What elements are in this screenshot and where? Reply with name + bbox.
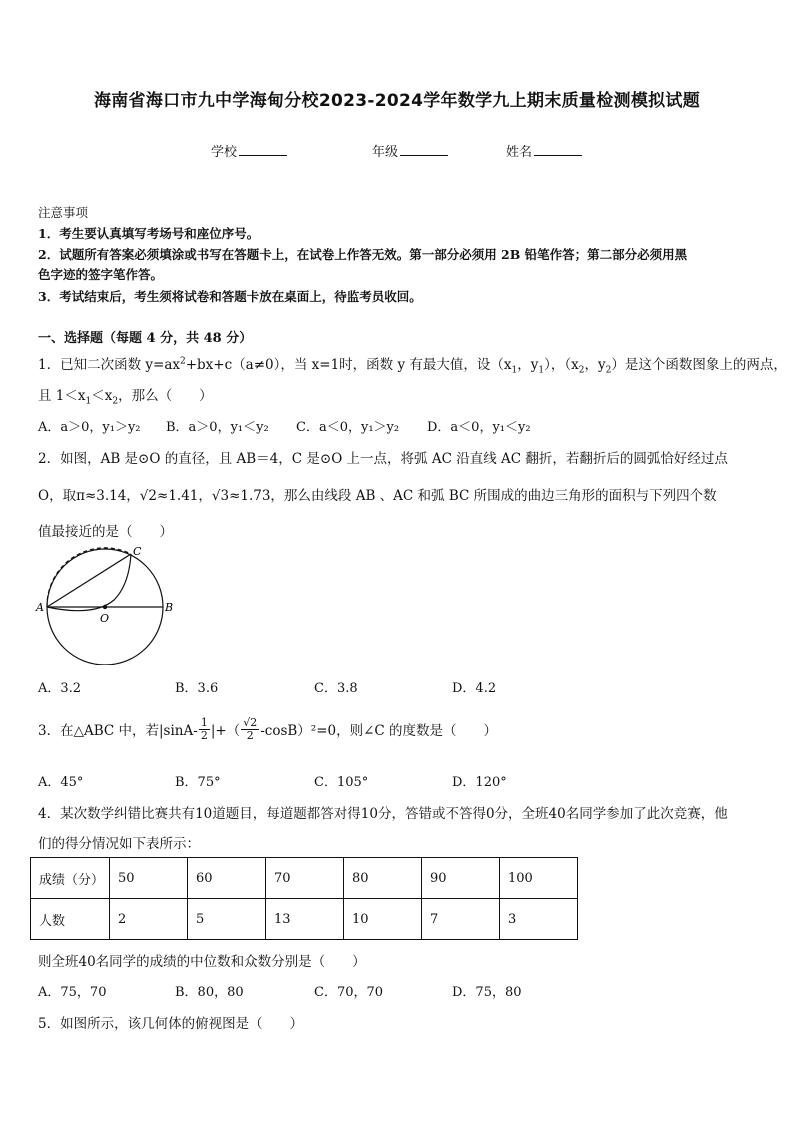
q2-stem-line1: 2．如图，AB 是⊙O 的直径，且 AB＝4，C 是⊙O 上一点，将弧 AC 沿直线 AC 翻折，若翻折后的圆弧恰好经过点 [38,451,728,467]
table-cell: 100 [500,858,578,899]
label-b: B [165,601,174,614]
name-label: 姓名 [506,145,533,160]
q3-option-c[interactable]: C．105° [314,775,369,790]
table-row [31,899,578,940]
q1-option-c[interactable]: C．a＜0，y₁＞y₂ [296,420,400,435]
school-blank[interactable] [239,143,287,156]
q3-fraction-half: $\frac{1}{2}$ [200,715,208,742]
q4-stem-line2: 们的得分情况如下表所示： [38,836,200,852]
q1-option-b[interactable]: B．a＞0，y₁＜y₂ [166,420,269,435]
school-field[interactable] [211,141,287,160]
q4-stem-line1: 4．某次数学纠错比赛共有10道题目，每道题都答对得10分，答错或不答得0分，全班40名同学参加了此次竞赛，他 [38,806,728,822]
notice-item-1: 1．考生要认真填写考场号和座位序号。 [38,226,260,241]
table-cell: 50 [110,858,188,899]
label-o: O [100,612,110,625]
center-point [103,605,107,609]
table-cell: 3 [500,899,578,940]
grade-label: 年级 [372,145,399,160]
q2-option-d[interactable]: D．4.2 [452,681,497,696]
q2-option-a[interactable]: A．3.2 [38,681,82,696]
q2-stem-line3: 值最接近的是（ ） [38,524,173,540]
score-table [30,857,578,940]
section-heading: 一、选择题（每题 4 分，共 48 分） [38,331,253,346]
q5-stem: 5．如图所示，该几何体的俯视图是（ ） [38,1016,304,1032]
table-cell: 80 [344,858,422,899]
q1-option-a[interactable]: A．a＞0，y₁＞y₂ [38,420,141,435]
q4-option-c[interactable]: C．70，70 [314,985,384,1000]
q2-option-b[interactable]: B．3.6 [175,681,219,696]
q3-option-b[interactable]: B．75° [175,775,221,790]
page-title: 海南省海口市九中学海甸分校2023-2024学年数学九上期末质量检测模拟试题 [93,91,701,111]
table-cell: 10 [344,899,422,940]
table-row [31,858,578,899]
q2-stem-line2: O，取π≈3.14，√2≈1.41，√3≈1.73，那么由线段 AB 、AC 和弧 BC 所围成的曲边三角形的面积与下列四个数 [38,488,717,504]
q3-stem: 3．在△ABC 中，若|sinA- $\frac{1}{2}$ |+（ $\frac{√2}{2}$ -cosB）²=0，则∠C 的度数是（ ） [38,715,498,742]
q2-circle-figure [34,545,184,665]
q3-option-d[interactable]: D．120° [452,775,507,790]
notice-item-2: 2．试题所有答案必须填涂或书写在答题卡上，在试卷上作答无效。第一部分必须用 2B 铅笔作答；第二部分必须用黑 [38,247,688,262]
table-cell: 2 [110,899,188,940]
table-cell: 7 [422,899,500,940]
label-c: C [133,545,142,558]
q4-stem-line3: 则全班40名同学的成绩的中位数和众数分别是（ ） [38,954,366,970]
notice-heading: 注意事项 [38,205,89,220]
q1-option-d[interactable]: D．a＜0，y₁＜y₂ [427,420,531,435]
school-label: 学校 [211,145,238,160]
table-cell: 70 [266,858,344,899]
q4-option-d[interactable]: D．75，80 [452,985,522,1000]
q3-fraction-root2-half: $\frac{√2}{2}$ [243,715,258,742]
grade-blank[interactable] [400,143,448,156]
name-field[interactable] [506,141,582,160]
table-cell: 成绩（分） [31,858,110,899]
q3-option-a[interactable]: A．45° [38,775,84,790]
chord-ac [47,554,131,607]
q4-option-a[interactable]: A．75，70 [38,985,107,1000]
table-cell: 90 [422,858,500,899]
dashed-arc-ac [47,548,131,607]
label-a: A [36,601,44,614]
q1-stem-line2: 且 $1<x_1<x_2$，那么（ ） [38,388,213,407]
table-cell: 人数 [31,899,110,940]
q2-option-c[interactable]: C．3.8 [314,681,358,696]
notice-item-3: 3．考试结束后，考生须将试卷和答题卡放在桌面上，待监考员收回。 [38,289,422,304]
table-cell: 5 [188,899,266,940]
table-cell: 13 [266,899,344,940]
notice-item-2-cont: 色字迹的签字笔作答。 [38,267,164,282]
grade-field[interactable] [372,141,448,160]
name-blank[interactable] [534,143,582,156]
table-cell: 60 [188,858,266,899]
q4-option-b[interactable]: B．80，80 [175,985,244,1000]
q1-stem-line1: 1．已知二次函数 $y=ax^2+bx+c(a\ne 0)$，当 x=1时，函数 y 有最大值，设（$x_1$，$y_1$），（$x_2$，$y_2$）是这个函数图象上的两点， [38,356,787,376]
